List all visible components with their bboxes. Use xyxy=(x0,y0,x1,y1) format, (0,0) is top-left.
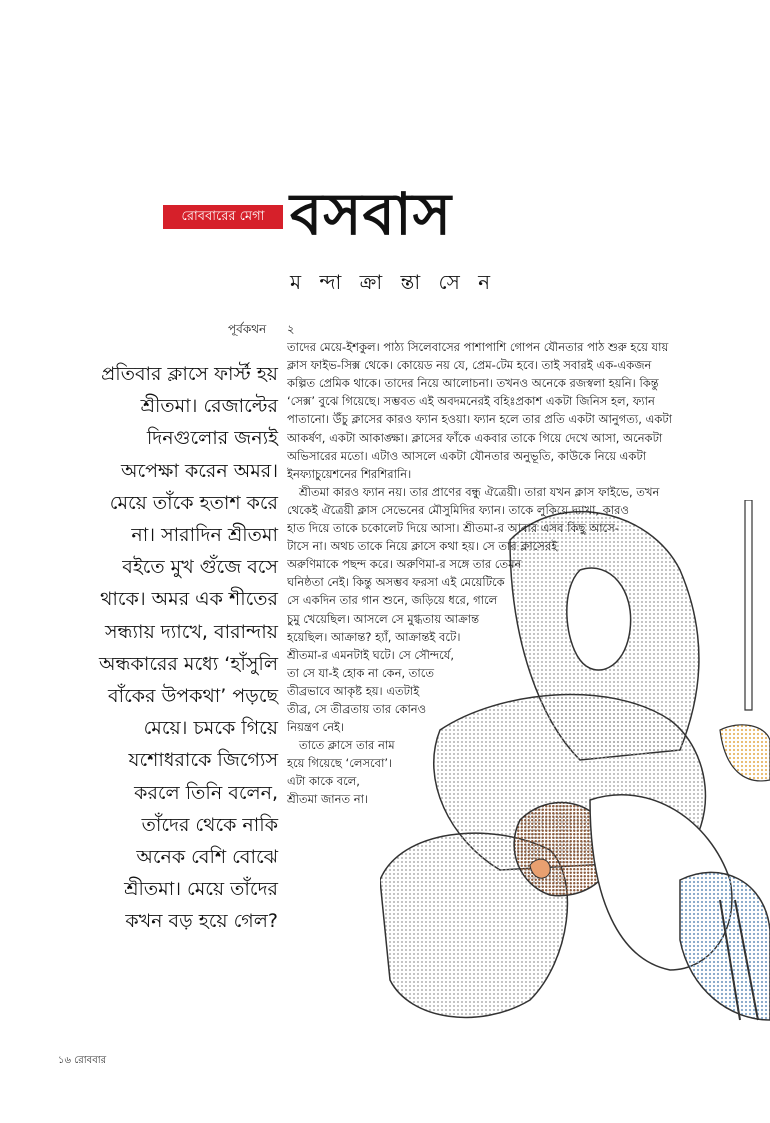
pullquote-line: করলে তিনি বলেন, xyxy=(134,781,278,804)
pullquote-line: সন্ধ্যায় দ্যাখে, বারান্দায় xyxy=(104,620,278,643)
pullquote-line: প্রতিবার ক্লাসে ফার্স্ট হয় xyxy=(101,363,278,385)
body-line: অরুণিমাকে পছন্দ করে। অরুণিমা-র সঙ্গে তার তেমন xyxy=(287,557,522,572)
body-line: পাতানো। উঁচু ক্লাসের কারও ফ্যান হওয়া। ফ্যান হলে তার প্রতি একটা আনুগত্য, একটা xyxy=(287,412,672,427)
body-line: ক্লাস ফাইভ-সিক্স থেকে। কোয়েড নয় যে, প্রেম-টেম হবে। তাই সবারই এক-একজন xyxy=(287,358,652,373)
body-line: নিয়ন্ত্রণ নেই। xyxy=(287,720,345,735)
page-folio: ১৬ রোববার xyxy=(58,1055,107,1066)
body-line: আকর্ষণ, একটা আকাঙ্ক্ষা। ক্লাসের ফাঁকে একবার তাকে গিয়ে দেখে আসা, অনেকটা xyxy=(287,430,663,445)
pullquote-line: না। সারাদিন শ্রীতমা xyxy=(131,524,278,547)
body-text xyxy=(287,320,757,809)
pullquote-line: মেয়ে তাঁকে হতাশ করে xyxy=(109,491,278,514)
pullquote-line: অন্ধকারের মধ্যে ‘হাঁসুলি xyxy=(99,652,278,675)
body-line: ইনফ্যাচুয়েশনের শিরশিরানি। xyxy=(287,466,412,481)
body-line: তাতে ক্লাসে তার নাম xyxy=(299,738,395,753)
body-line: তীব্রভাবে আকৃষ্ট হয়। এতটাই xyxy=(287,683,420,698)
pullquote-line: বইতে মুখ গুঁজে বসে xyxy=(122,556,278,579)
pullquote-line: বাঁকের উপকথা’ পড়ছে xyxy=(108,685,278,708)
pullquote-line: অনেক বেশি বোঝে xyxy=(136,846,278,869)
body-line: কল্পিত প্রেমিক থাকে। তাদের নিয়ে আলোচনা। তখনও অনেকে রজস্বলা হয়নি। কিন্তু xyxy=(287,376,659,391)
pullquote-line: শ্রীতমা। রেজাল্টের xyxy=(140,395,278,418)
author-byline: ম ন্দা ক্রা ন্তা সে ন xyxy=(290,270,497,294)
body-line: ঘনিষ্ঠতা নেই। কিন্তু অসম্ভব ফরসা এই মেয়েটিকে xyxy=(287,575,505,590)
body-line: হয়েছিল। আক্রান্ত? হ্যাঁ, আক্রান্তই বটে। xyxy=(287,629,461,644)
body-line: চুমু খেয়েছিল। আসলে সে মুগ্ধতায় আক্রান্ত xyxy=(287,611,480,626)
body-line: ‘সেক্স’ বুঝে গিয়েছে। সম্ভবত এই অবদমনেরই বহিঃপ্রকাশ একটা জিনিস হল, ফ্যান xyxy=(287,394,655,409)
pullquote-line: দিনগুলোর জন্যই xyxy=(146,427,278,450)
pullquote-line: অপেক্ষা করেন অমর। xyxy=(121,459,278,482)
chapter-number: ২ xyxy=(287,322,295,336)
body-line: অভিসারের মতো। এটাও আসলে একটা যৌনতার অনুভূতি, কাউকে নিয়ে একটা xyxy=(287,448,647,463)
body-line: তাদের মেয়ে-ইশকুল। পাঠ্য সিলেবাসের পাশাপাশি গোপন যৌনতার পাঠ শুরু হয়ে যায় xyxy=(287,340,669,355)
section-label: পূর্বকথন xyxy=(228,322,267,336)
body-line: টাসে না। অথচ তাকে নিয়ে ক্লাসে কথা হয়। সে তার ক্লাসেরই xyxy=(287,539,558,554)
pullquote-line: থাকে। অমর এক শীতের xyxy=(100,588,278,611)
body-line: থেকেই ঐত্রেয়ী ক্লাস সেভেনের মৌসুমিদির ফ্যান। তাকে লুকিয়ে দ্যাখা, কারও xyxy=(287,502,629,517)
pullquote-line: শ্রীতমা। মেয়ে তাঁদের xyxy=(124,878,278,901)
pullquote-line: তাঁদের থেকে নাকি xyxy=(141,813,278,836)
body-line: এটা কাকে বলে, xyxy=(287,774,360,789)
pullquote-line: কখন বড় হয়ে গেল? xyxy=(125,910,278,933)
body-line: তা সে যা-ই হোক না কেন, তাতে xyxy=(287,665,434,680)
series-tag: রোববারের মেগা xyxy=(163,205,283,229)
pullquote-line: যশোধরাকে জিগ্যেস xyxy=(128,749,278,772)
pullquote xyxy=(60,358,278,938)
body-line: শ্রীতমা কারও ফ্যান নয়। তার প্রাণের বন্ধু ঐত্রেয়ী। তারা যখন ক্লাস ফাইভে, তখন xyxy=(299,484,660,499)
pullquote-line: মেয়ে। চমকে গিয়ে xyxy=(143,717,278,740)
body-line: শ্রীতমা জানত না। xyxy=(287,792,369,807)
body-line: তীব্র, সে তীব্রতায় তার কোনও xyxy=(287,701,427,716)
body-line: হাত দিয়ে তাকে চকোলেট দিয়ে আসা। শ্রীতমা-র আবার এসব কিছু আসে- xyxy=(287,521,619,536)
story-title: বসবাস xyxy=(290,180,453,248)
body-line: সে একদিন তার গান শুনে, জড়িয়ে ধরে, গালে xyxy=(287,593,498,608)
body-line: শ্রীতমা-র এমনটাই ঘটে। সে সৌন্দর্যে, xyxy=(287,647,455,662)
body-line: হয়ে গিয়েছে ‘লেসবো’। xyxy=(287,756,393,771)
